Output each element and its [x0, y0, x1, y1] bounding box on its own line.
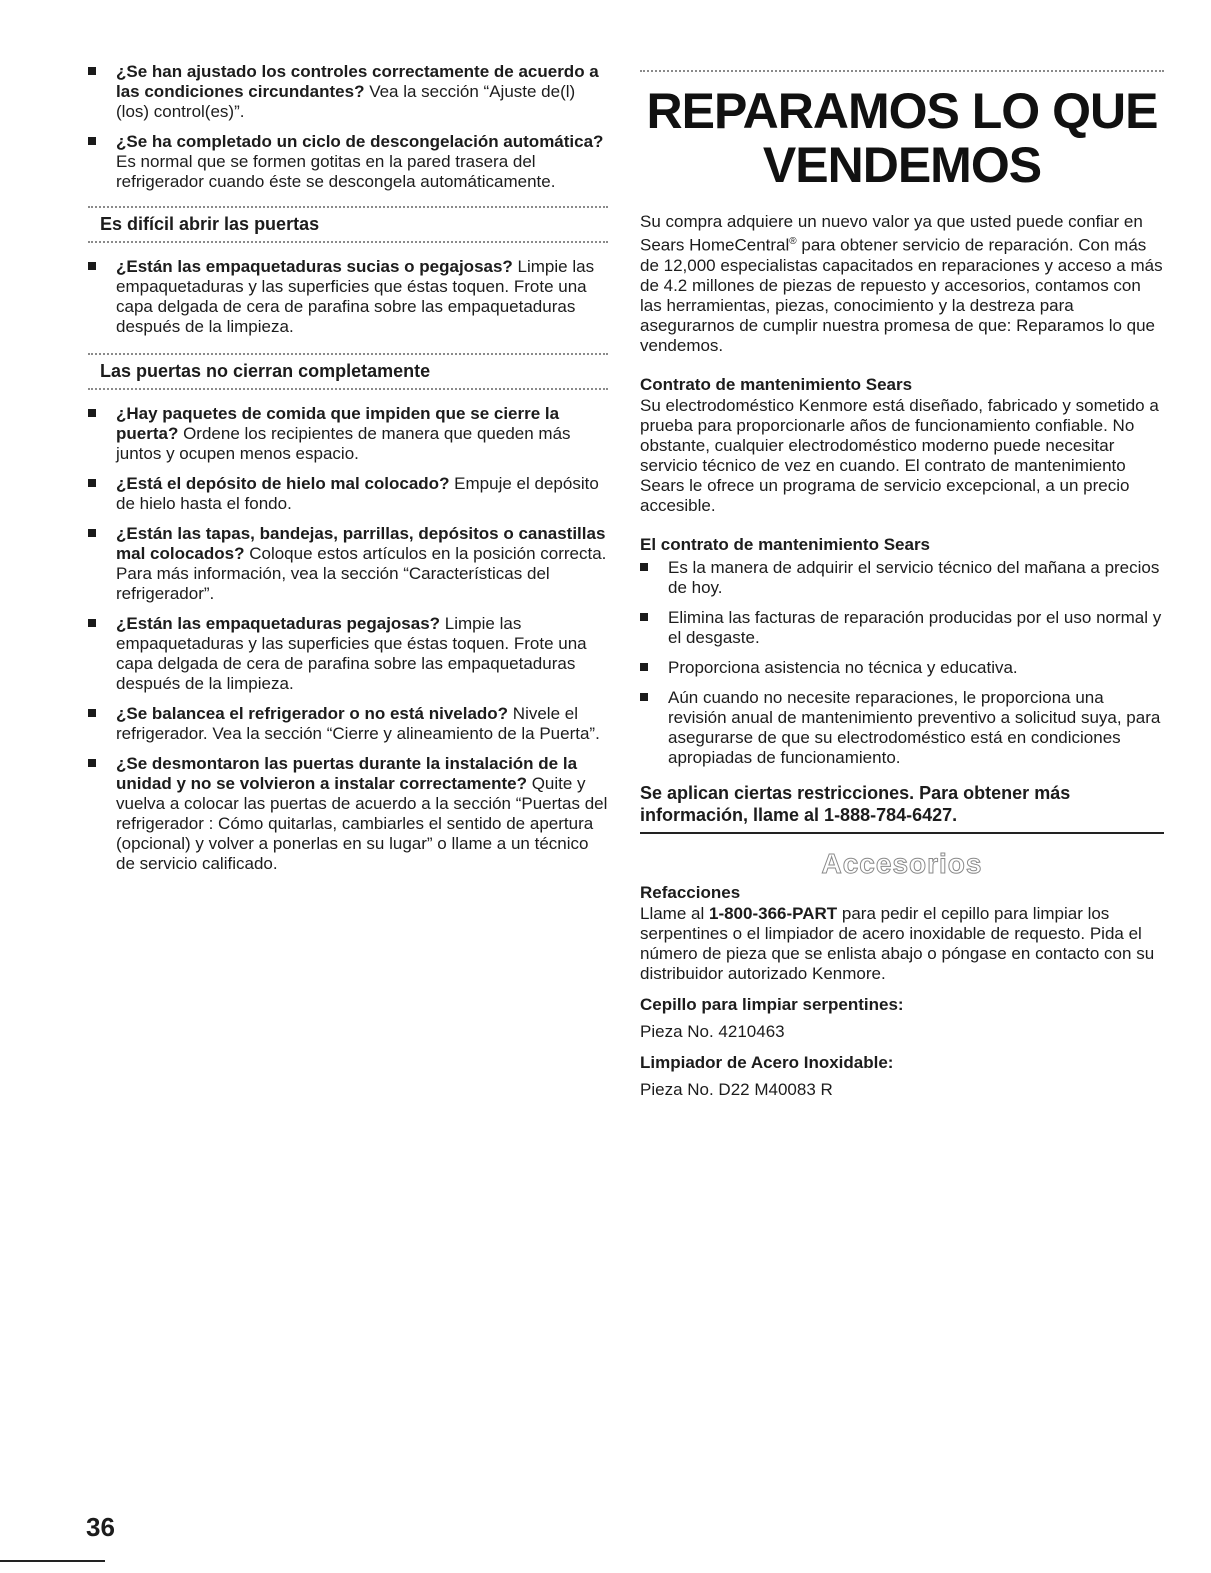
- list-item: [640, 658, 1164, 678]
- question: ¿Están las empaquetaduras pegajosas?: [116, 614, 441, 633]
- refacciones-paragraph: [640, 904, 1164, 984]
- divider: [88, 241, 608, 243]
- list-item: [88, 614, 608, 694]
- registered-mark: ®: [789, 236, 797, 247]
- divider: [88, 388, 608, 390]
- list-item: [640, 608, 1164, 648]
- list-item: [640, 688, 1164, 768]
- intro-text-continued: para obtener servicio de reparación. Con más de 12,000 especialistas capacitados en reparaciones y acceso a más de 4.2 millones de piezas de repuesto y accesorios, contamos con las herramientas, piezas, conocimiento y la destreza para asegurarnos de cumplir nuestra promesa de que: Reparamos lo que vendemos.: [640, 235, 1163, 355]
- list-item: [640, 558, 1164, 598]
- question: ¿Están las empaquetaduras sucias o pegajosas?: [116, 257, 513, 276]
- bullet-icon: [88, 759, 96, 767]
- divider: [640, 832, 1164, 834]
- doors-not-closing-list: [88, 404, 608, 874]
- list-item-text: Proporciona asistencia no técnica y educativa.: [668, 657, 1018, 677]
- question: ¿Se han ajustado los controles correctamente de acuerdo a las condiciones circundantes?: [116, 62, 599, 101]
- bullet-icon: [640, 693, 648, 701]
- title-line-2: VENDEMOS: [762, 137, 1042, 193]
- section-title: Las puertas no cierran completamente: [100, 361, 431, 381]
- answer: Coloque estos artículos en la posición correcta. Para más información, vea la sección “Características del refrigerador”.: [116, 544, 607, 603]
- question: ¿Están las tapas, bandejas, parrillas, depósitos o canastillas mal colocados?: [116, 524, 606, 563]
- part1-label: Cepillo para limpiar serpentines:: [640, 994, 904, 1014]
- answer: Empuje el depósito de hielo hasta el fondo.: [116, 474, 599, 513]
- doors-hard-to-open-list: [88, 257, 608, 337]
- bullet-icon: [88, 709, 96, 717]
- section-title: Es difícil abrir las puertas: [100, 214, 320, 234]
- list-item: [88, 62, 608, 122]
- accessories-title: Accesorios: [821, 847, 983, 879]
- answer: Limpie las empaquetaduras y las superficies que éstas toquen. Frote una capa delgada de cera de parafina sobre las empaquetaduras después de la limpieza.: [116, 257, 595, 336]
- list-item: [88, 524, 608, 604]
- bullet-icon: [88, 529, 96, 537]
- answer: Ordene los recipientes de manera que queden más juntos y ocupen menos espacio.: [116, 424, 571, 463]
- contract-heading: Contrato de mantenimiento Sears: [640, 374, 913, 394]
- contract-benefits-list: [640, 558, 1164, 768]
- refacciones-text-continued: para pedir el cepillo para limpiar los serpentines o el limpiador de acero inoxidable de requesto. Pida el número de pieza que se enlista abajo o póngase en contacto con su distribuidor autorizado Kenmore.: [640, 903, 1155, 983]
- list-item: [88, 474, 608, 514]
- answer: Nivele el refrigerador. Vea la sección “Cierre y alineamiento de la Puerta”.: [116, 704, 600, 743]
- bullet-icon: [88, 137, 96, 145]
- intro-text: Su compra adquiere un nuevo valor ya que usted puede confiar en Sears HomeCentral: [640, 212, 1143, 255]
- list-item-text: Elimina las facturas de reparación producidas por el uso normal y el desgaste.: [668, 607, 1162, 647]
- answer: Vea la sección “Ajuste de(l) (los) control(es)”.: [116, 82, 576, 121]
- answer: Limpie las empaquetaduras y las superficies que éstas toquen. Frote una capa delgada de cera de parafina sobre las empaquetaduras después de la limpieza.: [116, 614, 587, 693]
- bullet-icon: [640, 663, 648, 671]
- question: ¿Se ha completado un ciclo de descongelación automática?: [116, 132, 604, 151]
- divider: [640, 70, 1164, 72]
- list-item: [88, 754, 608, 874]
- bullet-icon: [88, 262, 96, 270]
- refacciones-heading: Refacciones: [640, 882, 741, 902]
- part2-number: Pieza No. D22 M40083 R: [640, 1079, 833, 1099]
- part2-label: Limpiador de Acero Inoxidable:: [640, 1052, 894, 1072]
- list-item-text: Es la manera de adquirir el servicio técnico del mañana a precios de hoy.: [668, 557, 1160, 597]
- answer: Es normal que se formen gotitas en la pared trasera del refrigerador cuando éste se descongela automáticamente.: [116, 152, 556, 191]
- phone-number: 1-800-366-PART: [708, 903, 838, 923]
- question: ¿Se balancea el refrigerador o no está nivelado?: [116, 704, 509, 723]
- bullet-icon: [88, 67, 96, 75]
- question: ¿Se desmontaron las puertas durante la instalación de la unidad y no se volvieron a instalar correctamente?: [116, 754, 578, 793]
- top-troubleshooting-list: [88, 62, 608, 192]
- list-item-text: Aún cuando no necesite reparaciones, le proporciona una revisión anual de mantenimiento preventivo a solicitud suya, para asegurarse de que su electrodoméstico está en condiciones apropiadas de funcionamiento.: [668, 687, 1161, 767]
- refacciones-text: Llame al: [640, 903, 709, 923]
- bullet-icon: [88, 409, 96, 417]
- page-title: [640, 84, 1164, 192]
- section-header-doors-not-closing: [88, 353, 608, 390]
- list-item: [88, 404, 608, 464]
- contract-paragraph: Su electrodoméstico Kenmore está diseñado, fabricado y sometido a prueba para proporcionarle años de funcionamiento confiable. No obstante, cualquier electrodoméstico moderno puede necesitar servicio técnico de vez en cuando. El contrato de mantenimiento Sears le ofrece un programa de servicio excepcional, a un precio accesible.: [640, 395, 1159, 515]
- contract2-heading: El contrato de mantenimiento Sears: [640, 534, 931, 554]
- answer: Quite y vuelva a colocar las puertas de acuerdo a la sección “Puertas del refrigerador : Cómo quitarlas, cambiarles el sentido de apertura (opcional) y volver a ponerlas en su lugar” o llame a un técnico de servicio calificado.: [116, 774, 608, 873]
- left-column: [88, 62, 608, 884]
- intro-paragraph: [640, 212, 1164, 356]
- bullet-icon: [640, 613, 648, 621]
- bullet-icon: [640, 563, 648, 571]
- bullet-icon: [88, 619, 96, 627]
- page-number: 36: [86, 1512, 115, 1542]
- list-item: [88, 132, 608, 192]
- bottom-rule: [0, 1560, 105, 1562]
- bullet-icon: [88, 479, 96, 487]
- list-item: [88, 704, 608, 744]
- part1-number: Pieza No. 4210463: [640, 1021, 785, 1041]
- section-header-doors-hard-to-open: [88, 206, 608, 243]
- right-column: [640, 70, 1164, 1100]
- title-line-1: REPARAMOS LO QUE: [646, 83, 1158, 139]
- restrictions-notice: Se aplican ciertas restricciones. Para obtener más información, llame al 1-888-784-6427.: [640, 782, 1071, 825]
- question: ¿Está el depósito de hielo mal colocado?: [116, 474, 450, 493]
- question: ¿Hay paquetes de comida que impiden que se cierre la puerta?: [116, 404, 560, 443]
- list-item: [88, 257, 608, 337]
